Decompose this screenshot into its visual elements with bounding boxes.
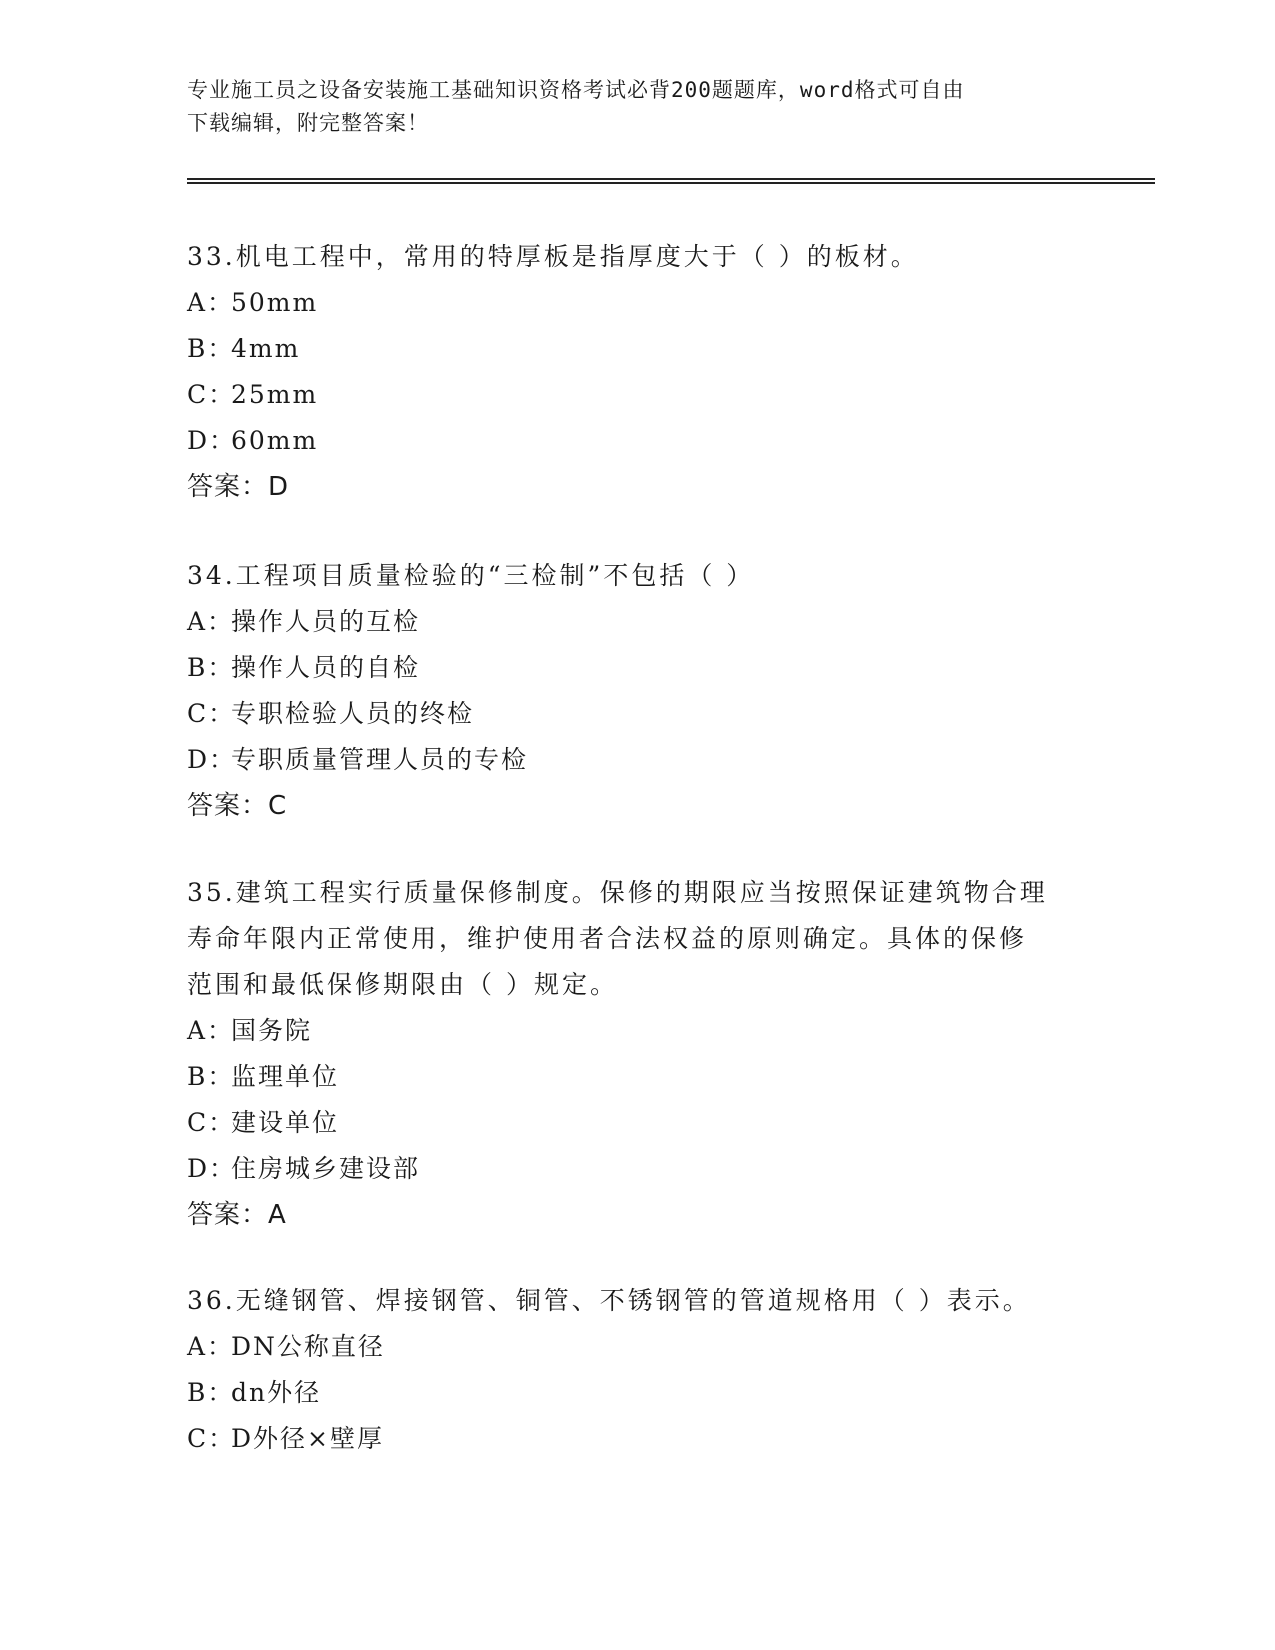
question-35 — [187, 870, 1087, 1238]
option-letter: A： — [187, 288, 235, 317]
option-a — [187, 280, 1087, 326]
option-text: DN公称直径 — [231, 1332, 385, 1361]
option-d — [187, 737, 1087, 783]
option-letter: C： — [187, 1108, 236, 1137]
option-b — [187, 326, 1087, 372]
answer-value: A — [268, 1200, 287, 1230]
option-text: 建设单位 — [231, 1108, 340, 1137]
option-b — [187, 645, 1087, 691]
option-letter: C： — [187, 699, 236, 728]
question-stem-line-1: 35.建筑工程实行质量保修制度。保修的期限应当按照保证建筑物合理 — [187, 878, 1048, 907]
option-letter: B： — [187, 1062, 235, 1091]
answer-line — [187, 1192, 1087, 1238]
option-d — [187, 418, 1087, 464]
option-letter: A： — [187, 1016, 235, 1045]
option-a — [187, 599, 1087, 645]
option-text: 国务院 — [231, 1016, 313, 1045]
option-text: D外径×壁厚 — [231, 1424, 384, 1453]
option-text: 监理单位 — [231, 1062, 340, 1091]
option-c — [187, 1100, 1087, 1146]
option-b — [187, 1054, 1087, 1100]
option-d — [187, 1146, 1087, 1192]
answer-line — [187, 783, 1087, 829]
answer-label: 答案： — [187, 1200, 269, 1230]
answer-line — [187, 464, 1087, 510]
option-letter: A： — [187, 1332, 235, 1361]
option-letter: B： — [187, 653, 235, 682]
option-letter: A： — [187, 607, 235, 636]
option-c — [187, 372, 1087, 418]
answer-label: 答案： — [187, 791, 269, 821]
option-letter: D： — [187, 426, 237, 455]
option-a — [187, 1008, 1087, 1054]
document-header — [187, 74, 1067, 140]
option-c — [187, 691, 1087, 737]
option-text: dn外径 — [231, 1378, 322, 1407]
option-text: 50mm — [231, 288, 319, 317]
option-text: 操作人员的互检 — [231, 607, 421, 636]
header-title-line-2: 下载编辑，附完整答案！ — [187, 111, 429, 135]
question-stem-line-3: 范围和最低保修期限由（ ）规定。 — [187, 970, 618, 999]
option-text: 60mm — [231, 426, 319, 455]
answer-value: D — [268, 472, 290, 502]
option-text: 操作人员的自检 — [231, 653, 421, 682]
question-stem: 34.工程项目质量检验的“三检制”不包括（ ） — [187, 561, 755, 590]
option-letter: D： — [187, 1154, 237, 1183]
header-divider-bottom — [187, 182, 1155, 184]
option-text: 专职质量管理人员的专检 — [231, 745, 529, 774]
option-a — [187, 1324, 1087, 1370]
answer-value: C — [268, 791, 288, 821]
option-letter: B： — [187, 1378, 235, 1407]
question-stem: 33.机电工程中，常用的特厚板是指厚度大于（ ）的板材。 — [187, 242, 919, 271]
header-title-line-1: 专业施工员之设备安装施工基础知识资格考试必背200题题库，word格式可自由 — [187, 78, 965, 102]
question-34 — [187, 553, 1087, 829]
option-letter: C： — [187, 1424, 236, 1453]
option-text: 25mm — [231, 380, 319, 409]
option-letter: D： — [187, 745, 237, 774]
question-stem-line-2: 寿命年限内正常使用，维护使用者合法权益的原则确定。具体的保修 — [187, 924, 1028, 953]
option-text: 专职检验人员的终检 — [231, 699, 475, 728]
option-letter: C： — [187, 380, 236, 409]
header-divider-top — [187, 178, 1155, 180]
option-text: 4mm — [231, 334, 301, 363]
option-c — [187, 1416, 1087, 1462]
question-33 — [187, 234, 1087, 510]
option-text: 住房城乡建设部 — [231, 1154, 421, 1183]
question-36 — [187, 1278, 1087, 1462]
question-stem: 36.无缝钢管、焊接钢管、铜管、不锈钢管的管道规格用（ ）表示。 — [187, 1286, 1031, 1315]
answer-label: 答案： — [187, 472, 269, 502]
option-letter: B： — [187, 334, 235, 363]
option-b — [187, 1370, 1087, 1416]
